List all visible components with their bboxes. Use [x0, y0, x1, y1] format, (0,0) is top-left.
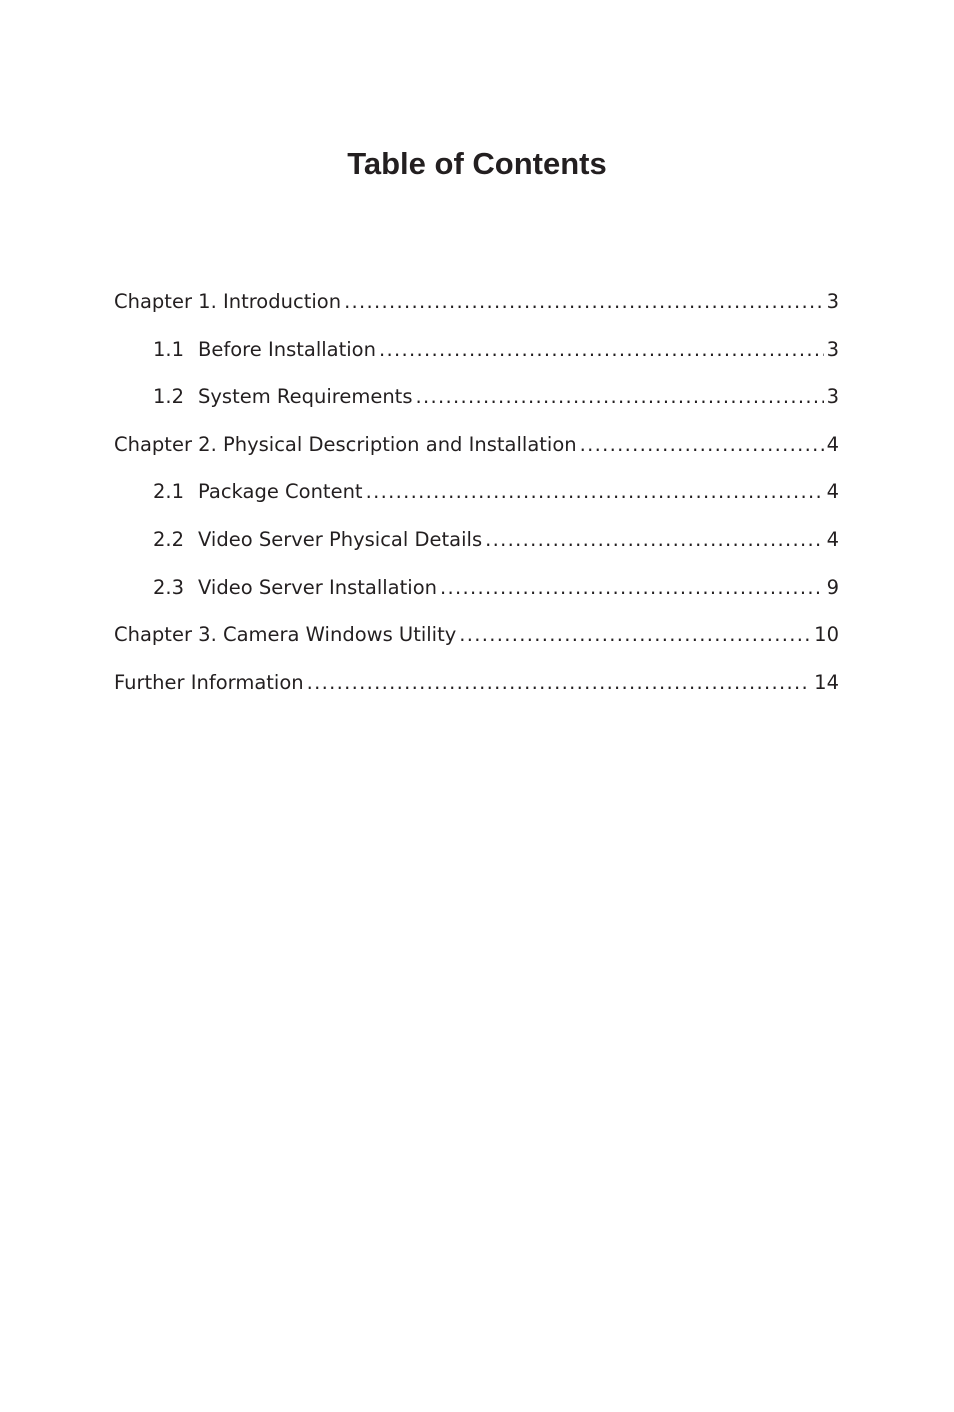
toc-entry-label: Before Installation: [198, 337, 376, 361]
toc-dot-leader: [485, 524, 823, 556]
toc-dot-leader: [580, 429, 824, 461]
toc-entry-chapter-2[interactable]: [114, 429, 839, 477]
toc-entry-label: Video Server Installation: [198, 575, 437, 599]
toc-dot-leader: [379, 334, 824, 366]
toc-dot-leader: [440, 572, 824, 604]
toc-entry-label: Chapter 3. Camera Windows Utility: [114, 623, 457, 647]
toc-entry-1-1[interactable]: [114, 334, 839, 382]
toc-dot-leader: [459, 619, 811, 651]
toc-page-number: 4: [826, 527, 839, 551]
toc-section-number: 2.2: [153, 527, 185, 551]
toc-page-number: 10: [814, 623, 839, 647]
page-title: Table of Contents: [347, 146, 607, 181]
toc-entry-2-2[interactable]: [114, 524, 839, 572]
toc-page-number: 3: [826, 290, 839, 313]
toc-dot-leader: [366, 476, 824, 508]
toc-entry-chapter-1[interactable]: [114, 286, 839, 334]
toc-section-number: 1.2: [153, 385, 185, 409]
toc-entry-label: Video Server Physical Details: [198, 527, 483, 551]
toc-entry-1-2[interactable]: [114, 381, 839, 429]
toc-entry-label: Chapter 1. Introduction: [114, 290, 342, 313]
toc-entry-2-3[interactable]: [114, 572, 839, 620]
toc-entry-label: Package Content: [198, 480, 363, 504]
toc-page-number: 4: [826, 480, 839, 504]
toc-dot-leader: [344, 286, 824, 318]
toc-section-number: 2.1: [153, 480, 185, 504]
toc-entry-label: Further Information: [114, 670, 304, 694]
toc-entry-2-1[interactable]: [114, 476, 839, 524]
toc-page-number: 4: [826, 432, 839, 456]
toc-dot-leader: [415, 381, 823, 413]
toc-page-number: 3: [826, 337, 839, 361]
toc-entry-label: Chapter 2. Physical Description and Installation: [114, 432, 577, 456]
toc-section-number: 2.3: [153, 575, 185, 599]
toc-page-number: 14: [814, 670, 839, 694]
toc-page-number: 3: [826, 385, 839, 409]
toc-page-number: 9: [826, 575, 839, 599]
toc-entry-chapter-3[interactable]: [114, 619, 839, 667]
table-of-contents: [114, 286, 839, 714]
toc-section-number: 1.1: [153, 337, 185, 361]
toc-dot-leader: [307, 667, 812, 699]
toc-entry-further-information[interactable]: [114, 667, 839, 715]
toc-entry-label: System Requirements: [198, 385, 413, 409]
